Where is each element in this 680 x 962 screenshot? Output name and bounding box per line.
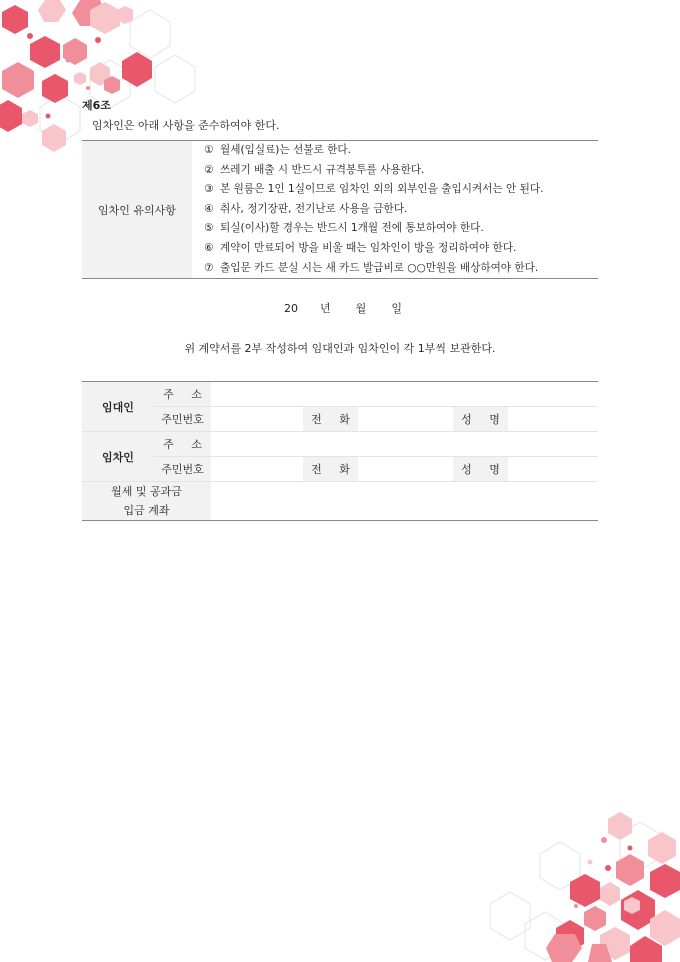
rule-item: ② 쓰레기 배출 시 반드시 규격봉투를 사용한다.: [204, 163, 425, 176]
tenant-name-field[interactable]: [508, 457, 598, 482]
tenant-phone-field[interactable]: [358, 457, 453, 482]
tenant-rules-table: [82, 140, 598, 279]
hexagon-pattern-bottom-right: [480, 802, 680, 962]
tenant-address-field[interactable]: [211, 432, 598, 457]
rule-item: ⑥ 계약이 만료되어 방을 비울 때는 임차인이 방을 정리하여야 한다.: [204, 241, 517, 254]
parties-table: [82, 381, 598, 521]
tenant-id-field[interactable]: [211, 457, 303, 482]
hexagon-pattern-top-left: [0, 0, 200, 160]
contract-statement: 위 계약서를 2부 작성하여 임대인과 임차인이 각 1부씩 보관한다.: [184, 342, 496, 355]
tenant-id-label: 주민번호: [154, 457, 211, 482]
contract-date: [0, 300, 680, 316]
rule-item: ④ 취사, 정기장판, 전기난로 사용을 금한다.: [204, 202, 408, 215]
tenant-name-label: 성 명: [453, 457, 508, 482]
rules-label: 임차인 유의사항: [82, 141, 192, 279]
date-year-unit: 년: [320, 302, 331, 315]
account-field[interactable]: [211, 482, 598, 521]
rule-item: ③ 본 원룸은 1인 1실이므로 임차인 외의 외부인을 출입시켜서는 안 된다.: [204, 183, 544, 196]
landlord-name-label: 성 명: [453, 407, 508, 432]
landlord-id-field[interactable]: [211, 407, 303, 432]
rule-item: ⑤ 퇴실(이사)할 경우는 반드시 1개월 전에 통보하여야 한다.: [204, 222, 484, 235]
landlord-address-field[interactable]: [211, 382, 598, 407]
tenant-phone-label: 전 화: [303, 457, 358, 482]
date-month-unit: 월: [355, 302, 367, 315]
article-intro: 임차인은 아래 사항을 준수하여야 한다.: [92, 119, 280, 132]
date-year: 20: [284, 302, 299, 315]
article-title: 제6조: [82, 99, 111, 112]
landlord-id-label: 주민번호: [154, 407, 211, 432]
rule-item: ① 월세(입실료)는 선불로 한다.: [204, 144, 351, 156]
account-label: 월세 및 공과금 입금 계좌: [82, 482, 211, 521]
landlord-name-field[interactable]: [508, 407, 598, 432]
tenant-address-label: 주 소: [154, 432, 211, 457]
landlord-role: 임대인: [82, 382, 154, 432]
hexagon-cluster: [546, 812, 680, 962]
landlord-phone-field[interactable]: [358, 407, 453, 432]
tenant-role: 임차인: [82, 432, 154, 482]
rule-item: ⑦ 출입문 카드 분실 시는 새 카드 발급비로 ○○만원을 배상하여야 한다.: [204, 261, 539, 274]
rules-list: [192, 141, 598, 279]
landlord-phone-label: 전 화: [303, 407, 358, 432]
landlord-address-label: 주 소: [154, 382, 211, 407]
date-day-unit: 일: [391, 302, 402, 315]
